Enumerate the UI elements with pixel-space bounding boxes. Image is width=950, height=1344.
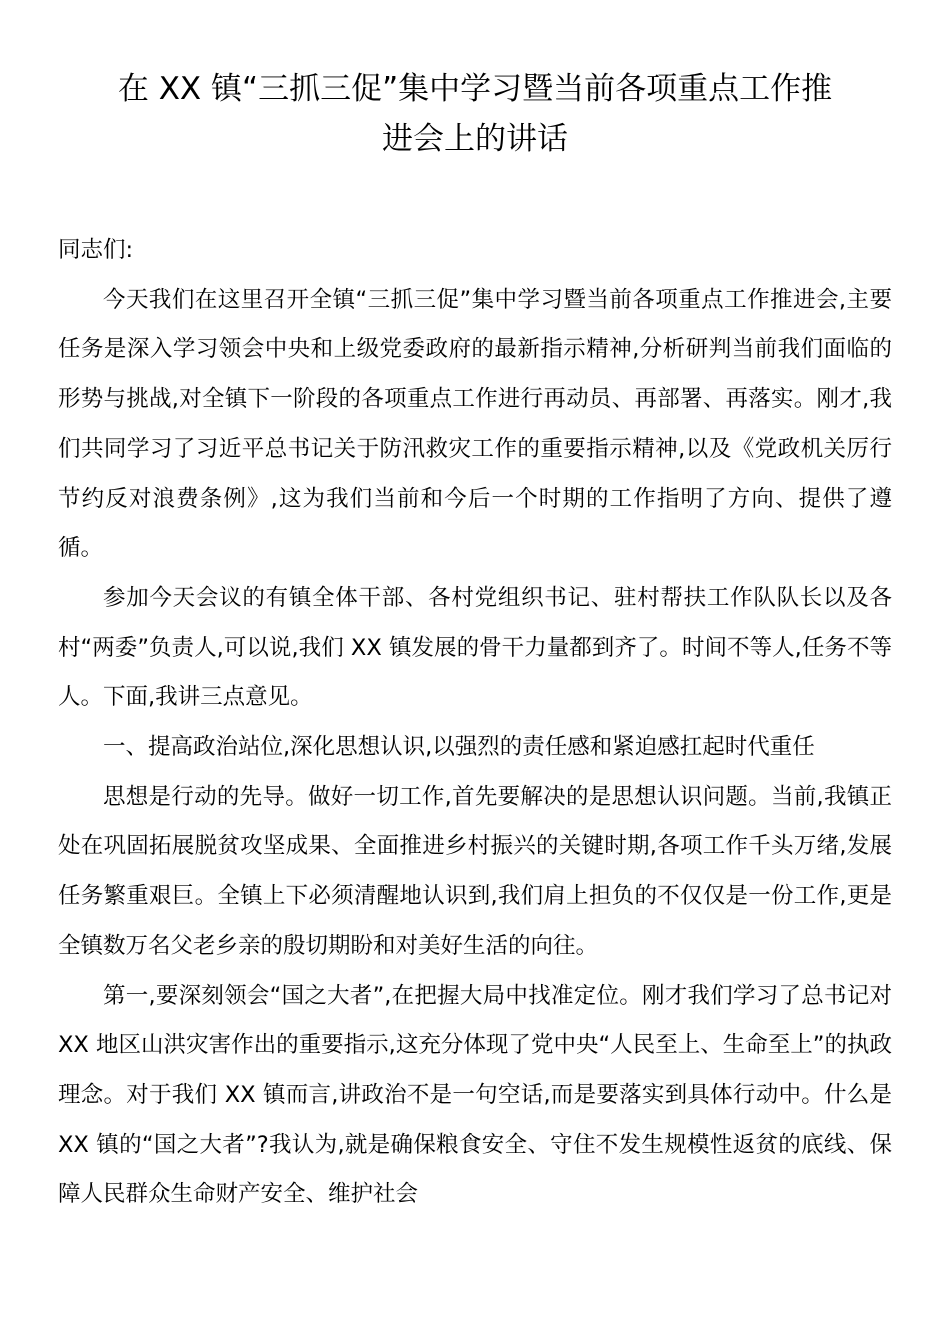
paragraph-first-point: 第一,要深刻领会“国之大者”,在把握大局中找准定位。刚才我们学习了总书记对 XX 地区山洪灾害作出的重要指示,这充分体现了党中央“人民至上、生命至上”的执政理念。对于我们 XX 镇而言,讲政治不是一句空话,而是要落实到具体行动中。什么是 XX 镇的“国之大者”?我认为,就是确保粮食安全、守住不发生规模性返贫的底线、保障人民群众生命财产安全、维护社会 xyxy=(58,982,892,1208)
document-body xyxy=(58,226,892,1220)
paragraph-thought: 思想是行动的先导。做好一切工作,首先要解决的是思想认识问题。当前,我镇正处在巩固拓展脱贫攻坚成果、全面推进乡村振兴的关键时期,各项工作千头万绪,发展任务繁重艰巨。全镇上下必须清醒地认识到,我们肩上担负的不仅仅是一份工作,更是全镇数万名父老乡亲的殷切期盼和对美好生活的向往。 xyxy=(58,783,892,959)
title-line-1: 在 XX 镇“三抓三促”集中学习暨当前各项重点工作推 xyxy=(117,71,833,107)
title-line-2: 进会上的讲话 xyxy=(382,121,568,157)
paragraph-opening: 今天我们在这里召开全镇“三抓三促”集中学习暨当前各项重点工作推进会,主要任务是深入学习领会中央和上级党委政府的最新指示精神,分析研判当前我们面临的形势与挑战,对全镇下一阶段的各项重点工作进行再动员、再部署、再落实。刚才,我们共同学习了习近平总书记关于防汛救灾工作的重要指示精神,以及《党政机关厉行节约反对浪费条例》,这为我们当前和今后一个时期的工作指明了方向、提供了遵循。 xyxy=(58,286,892,562)
salutation: 同志们: xyxy=(58,237,134,263)
document-title xyxy=(58,64,892,164)
paragraph-attendees: 参加今天会议的有镇全体干部、各村党组织书记、驻村帮扶工作队队长以及各村“两委”负责人,可以说,我们 XX 镇发展的骨干力量都到齐了。时间不等人,任务不等人。下面,我讲三点意见。 xyxy=(58,584,892,711)
section-heading-1: 一、提高政治站位,深化思想认识,以强烈的责任感和紧迫感扛起时代重任 xyxy=(103,734,815,761)
